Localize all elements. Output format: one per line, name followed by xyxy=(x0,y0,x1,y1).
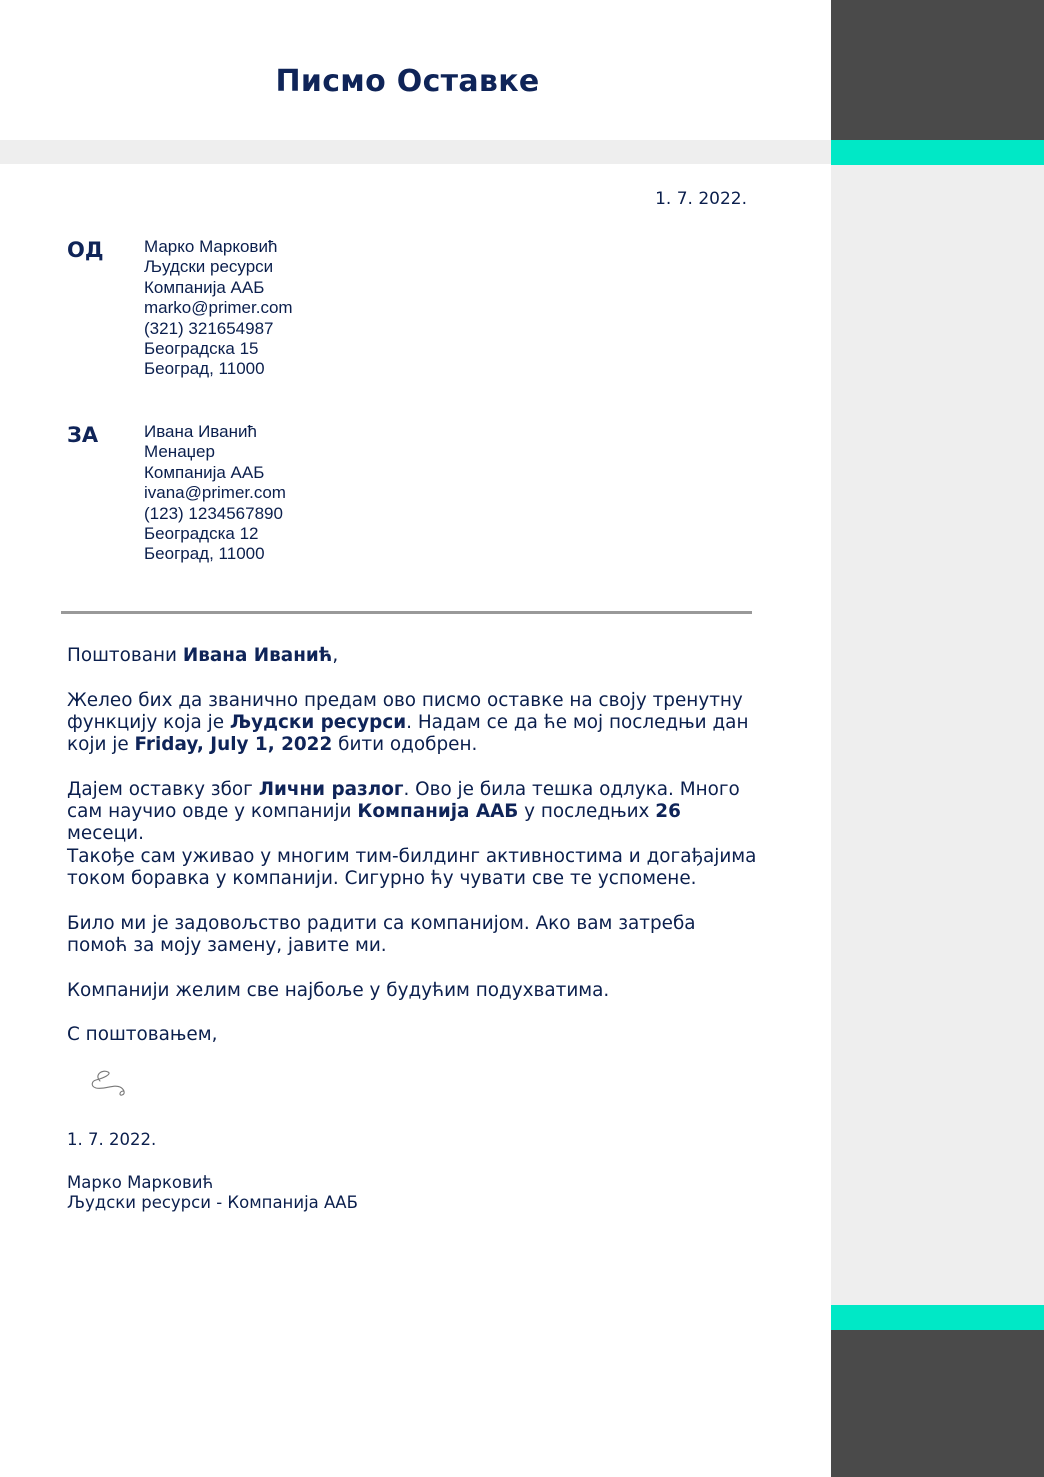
signature-image xyxy=(86,1066,130,1100)
from-label: ОД xyxy=(67,238,104,262)
p2-company: Компанија ААБ xyxy=(357,801,519,822)
p5-text: Компанији желим све најбоље у будућим подухватима. xyxy=(67,980,610,1001)
to-position: Менаџер xyxy=(144,442,215,462)
closing xyxy=(67,1024,757,1046)
greeting-name: Ивана Иванић xyxy=(182,645,333,666)
paragraph-3 xyxy=(67,846,757,890)
from-address xyxy=(144,237,293,380)
paragraph-1 xyxy=(67,690,757,756)
to-address xyxy=(144,422,286,565)
paragraph-2 xyxy=(67,779,757,845)
header-band xyxy=(0,140,831,164)
p1-role: Људски ресурси xyxy=(229,712,407,733)
to-name: Ивана Иванић xyxy=(144,422,257,441)
to-company: Компанија ААБ xyxy=(144,462,265,482)
p2-text-a: Дајем оставку због xyxy=(67,779,259,800)
p1-text-c: бити одобрен. xyxy=(332,734,478,755)
to-label: ЗА xyxy=(67,423,99,447)
sidebar-bottom-block xyxy=(831,1330,1044,1477)
from-city: Београд, 11000 xyxy=(144,359,265,379)
signature-title: Људски ресурси - Компанија ААБ xyxy=(67,1193,358,1212)
paragraph-5 xyxy=(67,980,757,1002)
closing-text: С поштовањем, xyxy=(67,1024,218,1045)
to-phone: (123) 1234567890 xyxy=(144,503,283,523)
p3-text: Такође сам уживао у многим тим-билдинг активностима и догађајима током боравка у компанији. Сигурно ћу чувати све те успомене. xyxy=(67,846,757,889)
sidebar-accent-bottom xyxy=(831,1305,1044,1330)
document-title: Писмо Оставке xyxy=(275,64,540,99)
from-email: marko@primer.com xyxy=(144,298,293,318)
section-divider xyxy=(61,611,752,614)
to-email: ivana@primer.com xyxy=(144,483,286,503)
to-city: Београд, 11000 xyxy=(144,544,265,564)
letter-date: 1. 7. 2022. xyxy=(655,189,747,209)
greeting xyxy=(67,645,757,667)
from-department: Људски ресурси xyxy=(144,257,274,277)
from-name: Марко Марковић xyxy=(144,237,278,256)
signature-date: 1. 7. 2022. xyxy=(67,1130,157,1149)
paragraph-4 xyxy=(67,913,757,957)
signature-name: Марко Марковић xyxy=(67,1173,214,1192)
to-street: Београдска 12 xyxy=(144,524,259,544)
from-company: Компанија ААБ xyxy=(144,277,265,297)
p1-text-b: . Надам се да ће мој последњи дан који је xyxy=(67,712,749,755)
p1-text-a: Желео бих да званично предам ово писмо оставке на своју тренутну функцију која је xyxy=(67,690,743,733)
sidebar-top-block xyxy=(831,0,1044,140)
p1-last-day: Friday, July 1, 2022 xyxy=(134,734,333,755)
p2-months: 26 xyxy=(655,801,681,822)
p4-text: Било ми је задовољство радити са компанијом. Ако вам затреба помоћ за моју замену, јавите ми. xyxy=(67,913,696,956)
sidebar-accent-top xyxy=(831,140,1044,165)
p2-text-b: . Ово је била тешка одлука. Много сам научио овде у компанији xyxy=(67,779,740,822)
greeting-prefix: Поштовани xyxy=(67,645,183,666)
from-phone: (321) 321654987 xyxy=(144,318,274,338)
sidebar-middle-block xyxy=(831,165,1044,1305)
p2-text-d: месеци. xyxy=(67,823,144,844)
p2-text-c: у последњих xyxy=(518,801,656,822)
p2-reason: Лични разлог xyxy=(258,779,404,800)
greeting-suffix: , xyxy=(332,645,339,666)
from-street: Београдска 15 xyxy=(144,339,259,359)
